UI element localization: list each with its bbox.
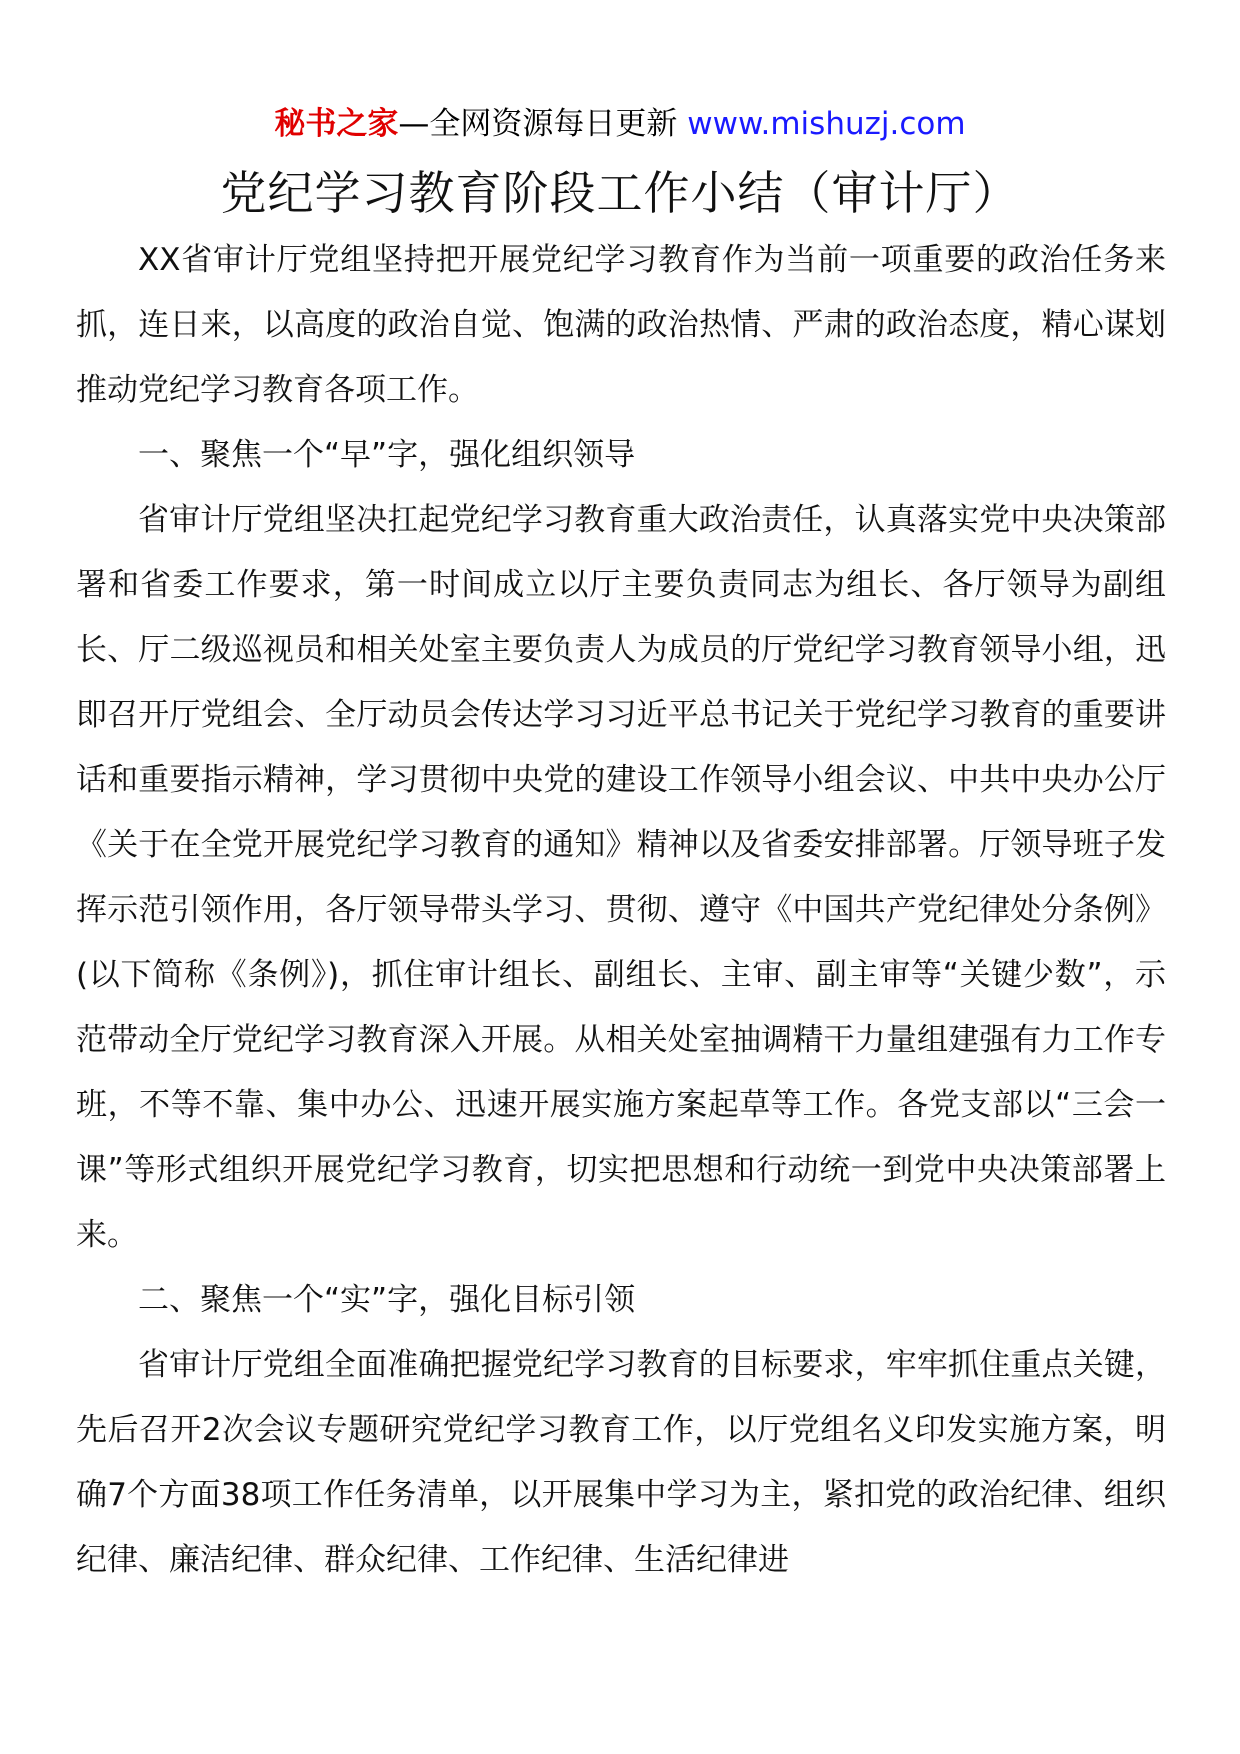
section-1-heading: 一、聚焦一个“早”字，强化组织领导 <box>138 437 636 473</box>
section-2-paragraph: 省审计厅党组全面准确把握党纪学习教育的目标要求，牢牢抓住重点关键，先后召开2次会议专题研究党纪学习教育工作，以厅党组名义印发实施方案，明确7个方面38项工作任务清单，以开展集中学习为主，紧扣党的政治纪律、组织纪律、廉洁纪律、群众纪律、工作纪律、生活纪律进 <box>76 1347 1166 1578</box>
banner-brand: 秘书之家 <box>274 106 399 142</box>
document-body <box>76 228 1166 1593</box>
source-banner <box>0 104 1240 144</box>
banner-url-link[interactable]: www.mishuzj.com <box>687 106 966 142</box>
section-1-paragraph: 省审计厅党组坚决扛起党纪学习教育重大政治责任，认真落实党中央决策部署和省委工作要求，第一时间成立以厅主要负责同志为组长、各厅领导为副组长、厅二级巡视员和相关处室主要负责人为成员的厅党纪学习教育领导小组，迅即召开厅党组会、全厅动员会传达学习习近平总书记关于党纪学习教育的重要讲话和重要指示精神，学习贯彻中央党的建设工作领导小组会议、中共中央办公厅《关于在全党开展党纪学习教育的通知》精神以及省委安排部署。厅领导班子发挥示范引领作用，各厅领导带头学习、贯彻、遵守《中国共产党纪律处分条例》(以下简称《条例》)，抓住审计组长、副组长、主审、副主审等“关键少数”，示范带动全厅党纪学习教育深入开展。从相关处室抽调精干力量组建强有力工作专班，不等不靠、集中办公、迅速开展实施方案起草等工作。各党支部以“三会一课”等形式组织开展党纪学习教育，切实把思想和行动统一到党中央决策部署上来。 <box>76 502 1166 1253</box>
section-2-heading: 二、聚焦一个“实”字，强化目标引领 <box>138 1282 636 1318</box>
document-title: 党纪学习教育阶段工作小结（审计厅） <box>220 166 1020 220</box>
banner-slogan: —全网资源每日更新 <box>398 106 678 142</box>
intro-paragraph: XX省审计厅党组坚持把开展党纪学习教育作为当前一项重要的政治任务来抓，连日来，以高度的政治自觉、饱满的政治热情、严肃的政治态度，精心谋划推动党纪学习教育各项工作。 <box>76 242 1166 408</box>
